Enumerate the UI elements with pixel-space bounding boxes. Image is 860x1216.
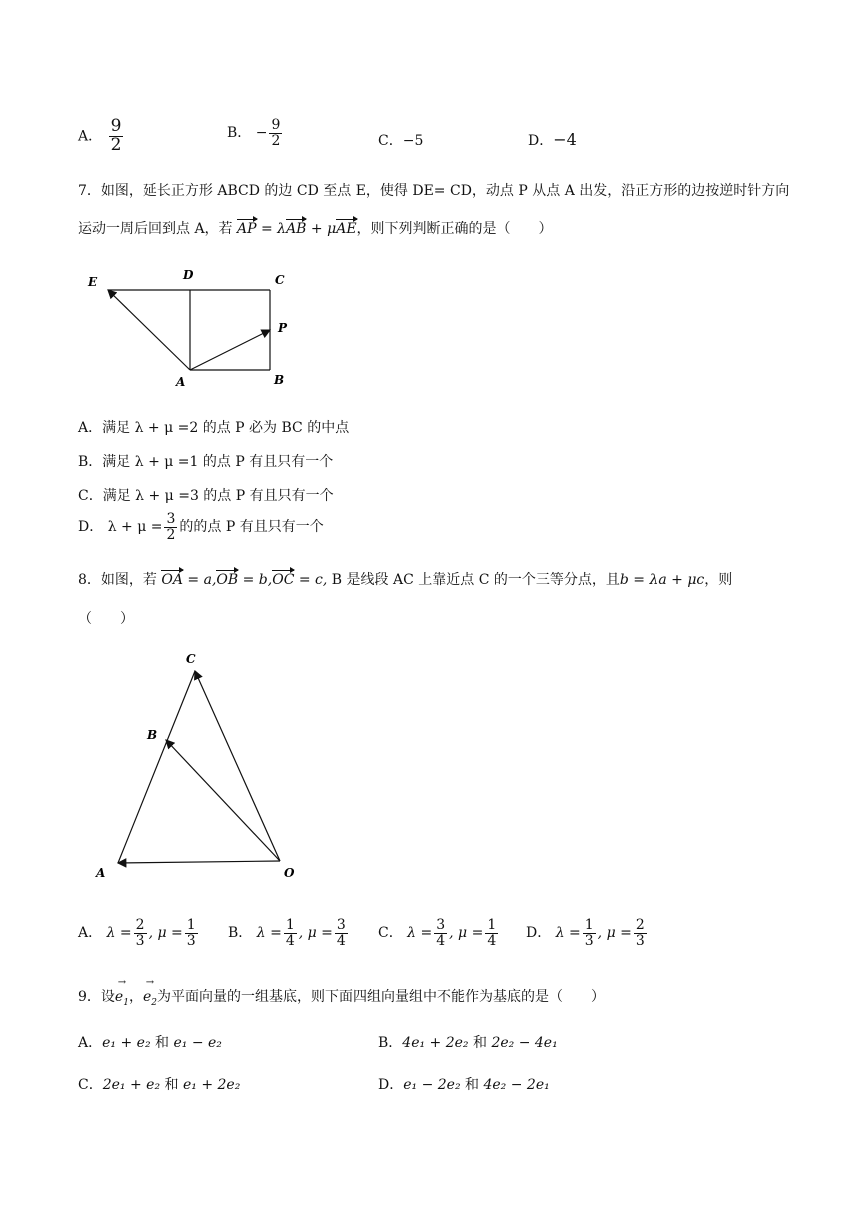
mu: , μ = [597,925,632,942]
text: = λ [256,221,287,237]
text: = b, [238,572,273,588]
option-label: C． [378,925,403,942]
option-label: A． [78,420,103,436]
vector-expr-right: e₁ + 2e₂ [182,1077,241,1093]
numerator: 1 [285,917,295,933]
label-c: C [275,273,285,287]
denominator: 3 [135,932,145,949]
vector-e1: $e_1$ → [115,989,129,1008]
q8-stem-line1 [78,569,732,589]
text: 9．设 [78,989,115,1005]
vector-ob-arrow [166,740,280,861]
option-text: 满足 λ + μ =2 的点 P 必为 BC 的中点 [102,420,350,436]
vector-ap: AP [237,221,257,237]
option-label: D． [528,133,554,149]
fraction [134,918,147,948]
q9-option-b [378,1032,558,1052]
vector-ab: AB [286,221,307,237]
q7-option-d [78,512,324,542]
option-label: C． [78,488,103,504]
fraction [284,918,297,948]
option-label: D． [78,519,104,536]
vector-e2: $e_2$ → [143,989,157,1008]
q9-option-d [378,1074,550,1094]
option-label: A． [78,1035,103,1051]
option-label: D． [526,925,552,942]
text: B 是线段 AC 上靠近点 C 的一个三等分点，且 [331,572,620,588]
vector-ae: AE [336,221,357,237]
option-value: −5 [402,133,424,149]
numerator: 9 [110,116,122,136]
fraction [185,918,198,948]
option-label: A． [78,925,103,942]
q8-option-a [78,918,200,948]
vector-ap-arrow [190,330,270,370]
q8-option-b [228,918,350,948]
mu: , μ = [298,925,333,942]
numerator: 9 [271,117,281,133]
text: 的的点 P 有且只有一个 [179,519,324,536]
line-ac [118,671,195,863]
option-text: 满足 λ + μ =1 的点 P 有且只有一个 [102,454,334,470]
text: + μ [306,221,337,237]
option-label: B． [78,454,103,470]
q6-option-a [78,118,125,155]
q9-stem [78,986,605,1008]
text: 为平面向量的一组基底，则下面四组向量组中不能作为基底的是（ ） [156,989,605,1005]
denominator: 2 [110,134,122,155]
numerator: 1 [584,917,594,933]
numerator: 2 [635,917,645,933]
fraction [583,918,596,948]
denominator: 3 [635,932,645,949]
denominator: 3 [186,932,196,949]
q7-figure [80,262,310,392]
vector-expr-left: 2e₁ + e₂ [102,1077,161,1093]
vector-expr-right: 4e₂ − 2e₁ [483,1077,550,1093]
label-e: E [88,275,98,289]
fraction [335,918,348,948]
q7-option-c [78,485,334,505]
fraction [434,918,447,948]
option-label: B． [228,925,253,942]
lambda: λ = [256,925,282,942]
and-word: 和 [155,1035,170,1051]
vector-expr-right: e₁ − e₂ [173,1035,222,1051]
vector-oa: OA [161,572,183,588]
and-word: 和 [164,1077,179,1093]
vector-expr-left: e₁ + e₂ [102,1035,151,1051]
option-label: B． [378,1035,403,1051]
q7-stem-line2 [78,218,553,238]
lambda: λ = [106,925,132,942]
numerator: 3 [336,917,346,933]
option-label: D． [378,1077,404,1093]
denominator: 4 [436,932,446,949]
vector-expr-right: 2e₂ − 4e₁ [491,1035,558,1051]
option-label: C． [378,133,403,149]
vector-oc-arrow [195,671,280,861]
option-label: A． [78,128,103,145]
fraction [269,118,282,148]
vector-expr-left: e₁ − 2e₂ [403,1077,461,1093]
lambda: λ = [555,925,581,942]
vector-ae-arrow [108,290,190,370]
text: ，则 [704,572,733,588]
q8-figure [90,645,310,885]
label-d: D [183,268,194,282]
vector-ob: OB [216,572,239,588]
q7-option-a [78,417,349,437]
q7-option-b [78,451,333,471]
mu: , μ = [449,925,484,942]
sign: − [255,125,268,142]
fraction [485,918,498,948]
q9-option-a [78,1032,222,1052]
denominator: 4 [336,932,346,949]
fraction [164,512,177,542]
and-word: 和 [473,1035,487,1051]
q6-option-b [227,118,284,148]
vector-oa-arrow [118,861,280,863]
and-word: 和 [465,1077,480,1093]
denominator: 2 [271,132,281,149]
q6-option-d [528,130,577,150]
denominator: 3 [584,932,594,949]
numerator: 3 [166,511,176,527]
numerator: 1 [487,917,497,933]
label-a: A [176,375,186,389]
denominator: 4 [487,932,497,949]
numerator: 3 [436,917,446,933]
text: ， [128,989,143,1005]
text: 8．如图，若 [78,572,157,588]
q8-stem-line2: （ ） [78,611,134,627]
numerator: 2 [135,917,145,933]
q8-option-d [526,918,649,948]
q6-option-c [378,130,423,150]
fraction [634,918,647,948]
denominator: 2 [166,526,176,543]
mu: , μ = [148,925,183,942]
text: = c, [294,572,328,588]
text: = a, [182,572,217,588]
q9-option-c [78,1074,240,1094]
equation: b = λa + μc [619,572,705,588]
label-b: B [147,728,158,742]
text: λ + μ = [107,519,163,536]
text: 运动一周后回到点 A，若 [78,221,233,237]
label-a: A [96,866,106,880]
option-label: B． [227,125,252,142]
q7-stem-line1: 7．如图，延长正方形 ABCD 的边 CD 至点 E，使得 DE= CD，动点 P 从点 A 出发，沿正方形的边按逆时针方向 [78,183,790,199]
numerator: 1 [186,917,196,933]
label-c: C [186,652,196,666]
label-o: O [284,866,295,880]
fraction [109,118,124,155]
vector-oc: OC [272,572,295,588]
option-value: −4 [553,130,577,149]
label-p: P [278,321,288,335]
label-b: B [274,373,285,387]
text: ，则下列判断正确的是（ ） [356,221,553,237]
denominator: 4 [285,932,295,949]
option-text: 满足 λ + μ =3 的点 P 有且只有一个 [102,488,334,504]
vector-expr-left: 4e₁ + 2e₂ [402,1035,469,1051]
option-label: C． [78,1077,103,1093]
lambda: λ = [407,925,433,942]
q8-option-c [378,918,500,948]
